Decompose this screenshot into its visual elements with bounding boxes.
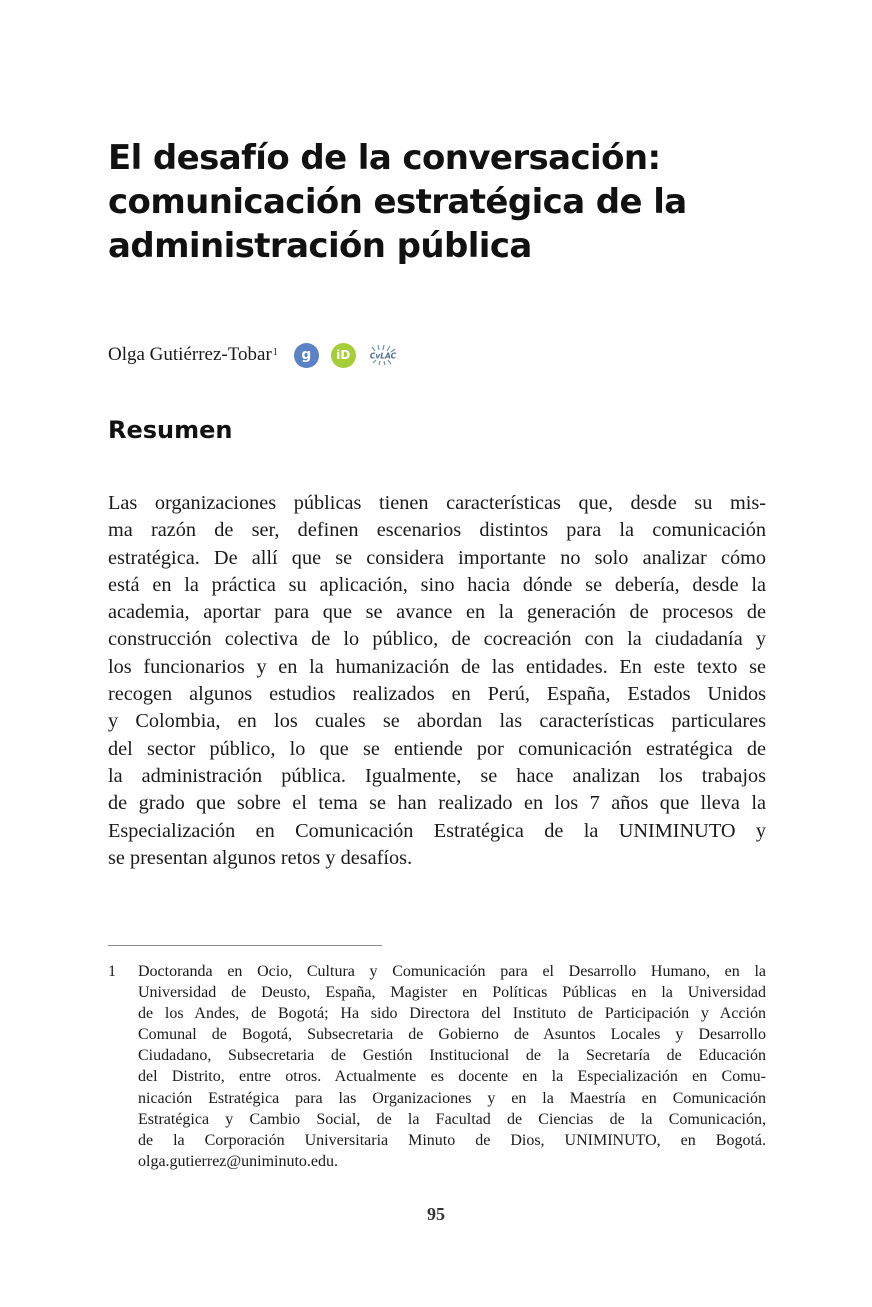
title-line: El desafío de la conversación:	[108, 138, 661, 178]
orcid-glyph: iD	[336, 348, 351, 362]
svg-text:CvLAC: CvLAC	[369, 351, 396, 361]
author-name: Olga Gutiérrez-Tobar	[108, 344, 272, 365]
cvlac-icon[interactable]	[366, 343, 400, 368]
abstract-line: construcción colectiva de lo público, de cocreación con la ciudadanía y	[108, 628, 766, 651]
abstract-line: se presentan algunos retos y desafíos.	[108, 846, 413, 869]
title-line: administración pública	[108, 226, 532, 266]
page-number: 95	[427, 1204, 445, 1224]
footnote-line: del Distrito, entre otros. Actualmente es docente en la Especialización en Comu-	[138, 1068, 766, 1086]
footnote-email[interactable]: olga.gutierrez@uniminuto.edu.	[138, 1152, 339, 1170]
abstract-line: academia, aportar para que se avance en la generación de procesos de	[108, 601, 766, 624]
title-line: comunicación estratégica de la	[108, 182, 687, 222]
abstract-line: los funcionarios y en la humanización de las entidades. En este texto se	[108, 655, 766, 678]
abstract-line: estratégica. De allí que se considera importante no solo analizar cómo	[108, 546, 766, 569]
cvlac-logo	[366, 344, 400, 366]
abstract-line: la administración pública. Igualmente, se hace analizan los trabajos	[108, 764, 766, 787]
footnote-marker: 1	[272, 346, 278, 358]
abstract-line: de grado que sobre el tema se han realizado en los 7 años que lleva la	[108, 792, 766, 815]
footnote-number: 1	[108, 963, 116, 980]
article-title	[108, 136, 788, 268]
abstract-line: y Colombia, en los cuales se abordan las características particulares	[108, 710, 766, 733]
abstract-line: del sector público, lo que se entiende por comunicación estratégica de	[108, 737, 766, 760]
footnote-line: Doctoranda en Ocio, Cultura y Comunicación para el Desarrollo Humano, en la	[138, 963, 766, 980]
google-scholar-glyph: g	[301, 347, 312, 363]
abstract-line: Especialización en Comunicación Estratégica de la UNIMINUTO y	[108, 819, 766, 842]
author-line	[108, 340, 400, 370]
google-scholar-icon[interactable]	[294, 343, 319, 368]
footnote-divider	[108, 945, 382, 946]
footnote	[108, 961, 766, 1172]
footnote-line: Estratégica y Cambio Social, de la Facultad de Ciencias de la Comunicación,	[138, 1110, 766, 1128]
orcid-icon[interactable]	[331, 343, 356, 368]
abstract-paragraph	[108, 490, 766, 872]
abstract-line: Las organizaciones públicas tienen características que, desde su mis-	[108, 492, 766, 514]
footnote-line: de la Corporación Universitaria Minuto de Dios, UNIMINUTO, en Bogotá.	[138, 1131, 766, 1149]
abstract-line: ma razón de ser, definen escenarios distintos para la comunicación	[108, 519, 766, 542]
footnote-line: Comunal de Bogotá, Subsecretaria de Gobierno de Asuntos Locales y Desarrollo	[138, 1026, 766, 1044]
abstract-heading: Resumen	[108, 416, 233, 444]
footnote-line: de los Andes, de Bogotá; Ha sido Directora del Instituto de Participación y Acción	[138, 1005, 766, 1023]
footnote-line: nicación Estratégica para las Organizaciones y en la Maestría en Comunicación	[138, 1089, 766, 1107]
abstract-line: está en la práctica su aplicación, sino hacia dónde se debería, desde la	[108, 573, 766, 596]
footnote-text	[138, 961, 766, 1172]
footnote-line: Universidad de Deusto, España, Magister en Políticas Públicas en la Universidad	[138, 984, 766, 1002]
footnote-line: Ciudadano, Subsecretaria de Gestión Institucional de la Secretaría de Educación	[138, 1047, 766, 1065]
abstract-line: recogen algunos estudios realizados en Perú, España, Estados Unidos	[108, 683, 766, 706]
